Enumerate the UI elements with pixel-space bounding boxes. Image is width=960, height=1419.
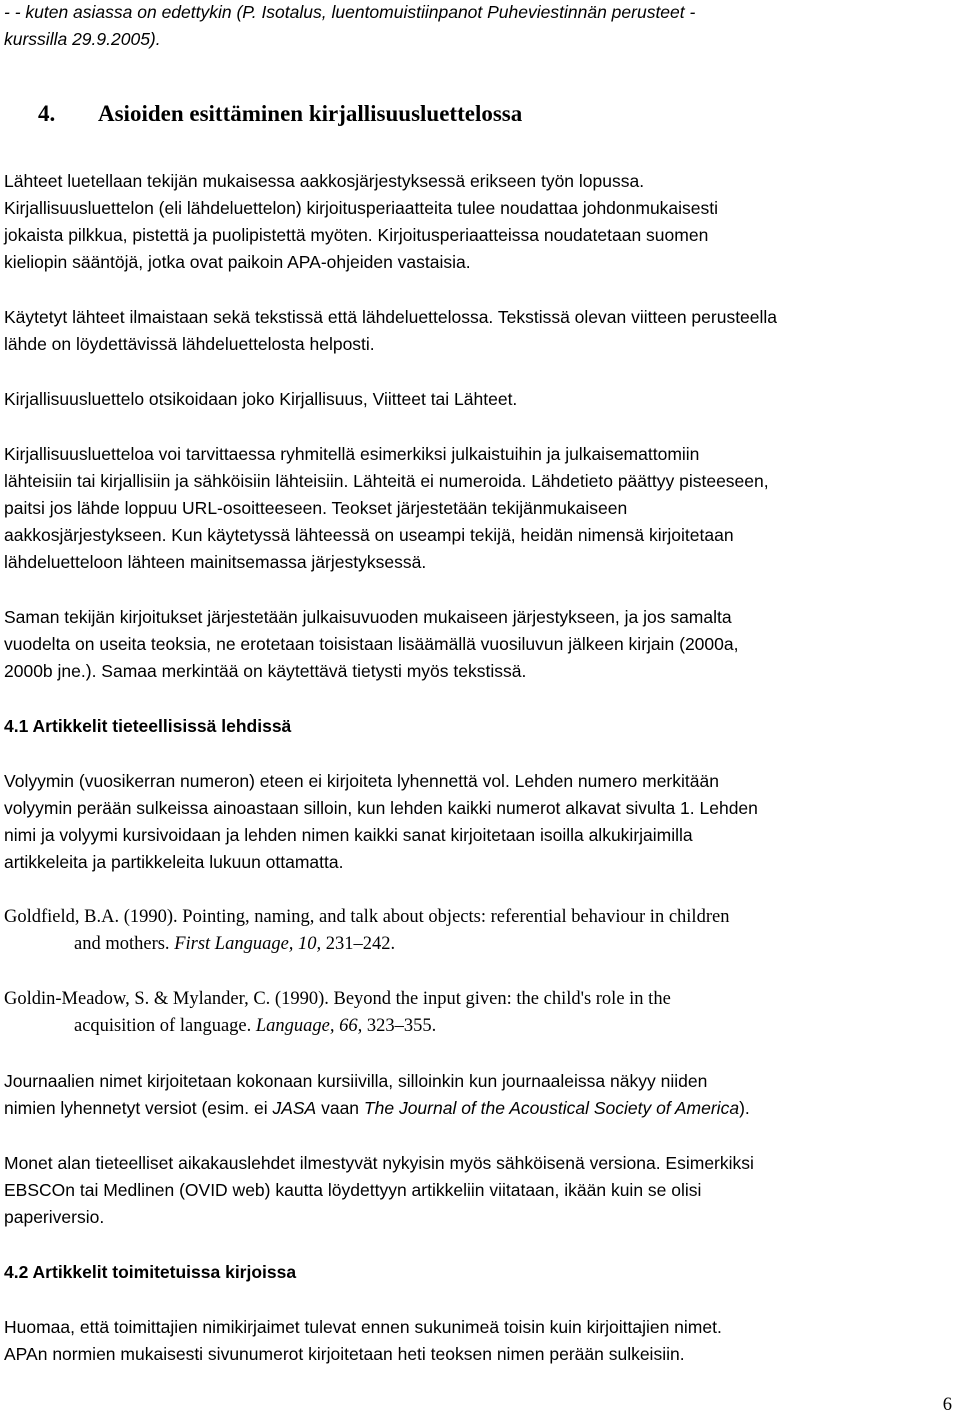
intro-line-1: - - kuten asiassa on edettykin (P. Isotalus, luentomuistiinpanot Puheviestinnän perusteet -	[4, 2, 696, 22]
paragraph-line: Kirjallisuusluettelo otsikoidaan joko Kirjallisuus, Viitteet tai Lähteet.	[4, 389, 518, 409]
paragraph-line: Journaalien nimet kirjoitetaan kokonaan kursiivilla, silloinkin kun journaaleissa näkyy niiden	[4, 1071, 708, 1091]
paragraph-line: nimi ja volyymi kursivoidaan ja lehden nimen kaikki sanat kirjoitetaan isoilla alkukirjaimilla	[4, 825, 693, 845]
paragraph-line: aakkosjärjestykseen. Kun käytetyssä lähteessä on useampi tekijä, heidän nimensä kirjoitetaan	[4, 525, 734, 545]
paragraph-line: Lähteet luetellaan tekijän mukaisessa aakkosjärjestyksessä erikseen työn lopussa.	[4, 171, 645, 191]
paragraph-line: lähde on löydettävissä lähdeluettelosta helposti.	[4, 334, 375, 354]
reference-entry-cont: and mothers. First Language, 10, 231–242.	[74, 934, 396, 954]
reference-entry-cont: acquisition of language. Language, 66, 323–355.	[74, 1016, 437, 1036]
reference-entry: Goldin-Meadow, S. & Mylander, C. (1990). Beyond the input given: the child's role in the	[4, 989, 671, 1009]
paragraph-line: Volyymin (vuosikerran numeron) eteen ei kirjoiteta lyhennettä vol. Lehden numero merkitään	[4, 771, 719, 791]
paragraph-line: paitsi jos lähde loppuu URL-osoitteeseen. Teokset järjestetään tekijänmukaiseen	[4, 498, 628, 518]
section-title: Asioiden esittäminen kirjallisuusluettelossa	[98, 101, 523, 126]
paragraph-line: kieliopin sääntöjä, jotka ovat paikoin APA-ohjeiden vastaisia.	[4, 252, 471, 272]
section-heading	[4, 100, 522, 127]
paragraph-line: Käytetyt lähteet ilmaistaan sekä tekstissä että lähdeluettelossa. Tekstissä olevan viitteen perusteella	[4, 307, 778, 327]
paragraph-line: lähdeluetteloon lähteen mainitsemassa järjestyksessä.	[4, 552, 427, 572]
paragraph-line: paperiversio.	[4, 1207, 105, 1227]
intro-line-2: kurssilla 29.9.2005).	[4, 29, 161, 49]
paragraph-line: volyymin perään sulkeissa ainoastaan silloin, kun lehden kaikki numerot alkavat sivulta 1. Lehden	[4, 798, 758, 818]
paragraph-line: lähteisiin tai kirjallisiin ja sähköisiin lähteisiin. Lähteitä ei numeroida. Lähdetieto päättyy pisteeseen,	[4, 471, 769, 491]
page-number: 6	[942, 1395, 952, 1415]
paragraph-line: Kirjallisuusluettelon (eli lähdeluettelon) kirjoitusperiaatteita tulee noudattaa johdonmukaisesti	[4, 198, 719, 218]
paragraph-line: EBSCOn tai Medlinen (OVID web) kautta löydettyyn artikkeliin viitataan, ikään kuin se olisi	[4, 1180, 702, 1200]
paragraph-line: vuodelta on useita teoksia, ne erotetaan toisistaan lisäämällä vuosiluvun jälkeen kirjain (2000a,	[4, 634, 739, 654]
paragraph-line: Kirjallisuusluetteloa voi tarvittaessa ryhmitellä esimerkiksi julkaistuihin ja julkaisemattomiin	[4, 444, 700, 464]
section-number: 4.	[38, 101, 56, 126]
paragraph-line: nimien lyhennetyt versiot (esim. ei JASA vaan The Journal of the Acoustical Society of America).	[4, 1098, 750, 1118]
paragraph-line: Saman tekijän kirjoitukset järjestetään julkaisuvuoden mukaiseen järjestykseen, ja jos samalta	[4, 607, 732, 627]
subheading-4-2: 4.2 Artikkelit toimitetuissa kirjoissa	[4, 1262, 297, 1282]
paragraph-line: Huomaa, että toimittajien nimikirjaimet tulevat ennen sukunimeä toisin kuin kirjoittajien nimet.	[4, 1317, 722, 1337]
paragraph-line: artikkeleita ja partikkeleita lukuun ottamatta.	[4, 852, 344, 872]
paragraph-line: 2000b jne.). Samaa merkintää on käytettävä tietysti myös tekstissä.	[4, 661, 527, 681]
paragraph-line: APAn normien mukaisesti sivunumerot kirjoitetaan heti teoksen nimen perään sulkeisiin.	[4, 1344, 685, 1364]
paragraph-line: jokaista pilkkua, pistettä ja puolipistettä myöten. Kirjoitusperiaatteissa noudatetaan suomen	[4, 225, 709, 245]
subheading-4-1: 4.1 Artikkelit tieteellisissä lehdissä	[4, 716, 292, 736]
reference-entry: Goldfield, B.A. (1990). Pointing, naming, and talk about objects: referential behaviour in children	[4, 907, 730, 927]
paragraph-line: Monet alan tieteelliset aikakauslehdet ilmestyvät nykyisin myös sähköisenä versiona. Esimerkiksi	[4, 1153, 754, 1173]
